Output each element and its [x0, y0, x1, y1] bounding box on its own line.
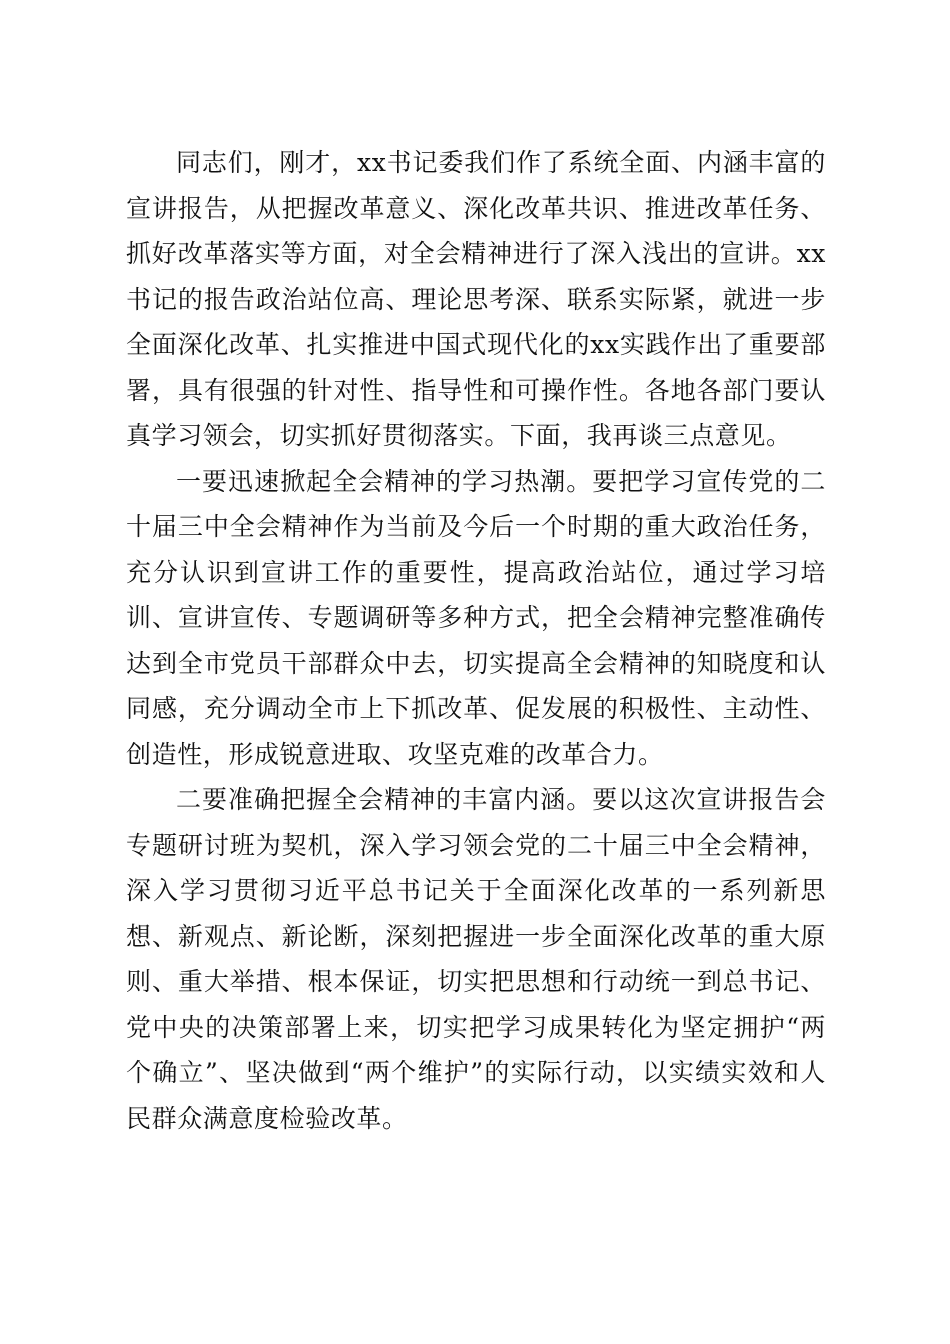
paragraph-opening: 同志们，刚才，xx书记委我们作了系统全面、内涵丰富的宣讲报告，从把握改革意义、深化改革共识、推进改革任务、抓好改革落实等方面，对全会精神进行了深入浅出的宣讲。xx书记的报告政治站位高、理论思考深、联系实际紧，就进一步全面深化改革、扎实推进中国式现代化的xx实践作出了重要部署，具有很强的针对性、指导性和可操作性。各地各部门要认真学习领会，切实抓好贯彻落实。下面，我再谈三点意见。	[126, 148, 826, 450]
document-body	[126, 140, 826, 1141]
paragraph-point-one: 一要迅速掀起全会精神的学习热潮。要把学习宣传党的二十届三中全会精神作为当前及今后一个时期的重大政治任务，充分认识到宣讲工作的重要性，提高政治站位，通过学习培训、宣讲宣传、专题调研等多种方式，把全会精神完整准确传达到全市党员干部群众中去，切实提高全会精神的知晓度和认同感，充分调动全市上下抓改革、促发展的积极性、主动性、创造性，形成锐意进取、攻坚克难的改革合力。	[126, 466, 826, 769]
paragraph-point-two: 二要准确把握全会精神的丰富内涵。要以这次宣讲报告会专题研讨班为契机，深入学习领会党的二十届三中全会精神，深入学习贯彻习近平总书记关于全面深化改革的一系列新思想、新观点、新论断，深刻把握进一步全面深化改革的重大原则、重大举措、根本保证，切实把思想和行动统一到总书记、党中央的决策部署上来，切实把学习成果转化为坚定拥护“两个确立”、坚决做到“两个维护”的实际行动，以实绩实效和人民群众满意度检验改革。	[126, 785, 826, 1133]
